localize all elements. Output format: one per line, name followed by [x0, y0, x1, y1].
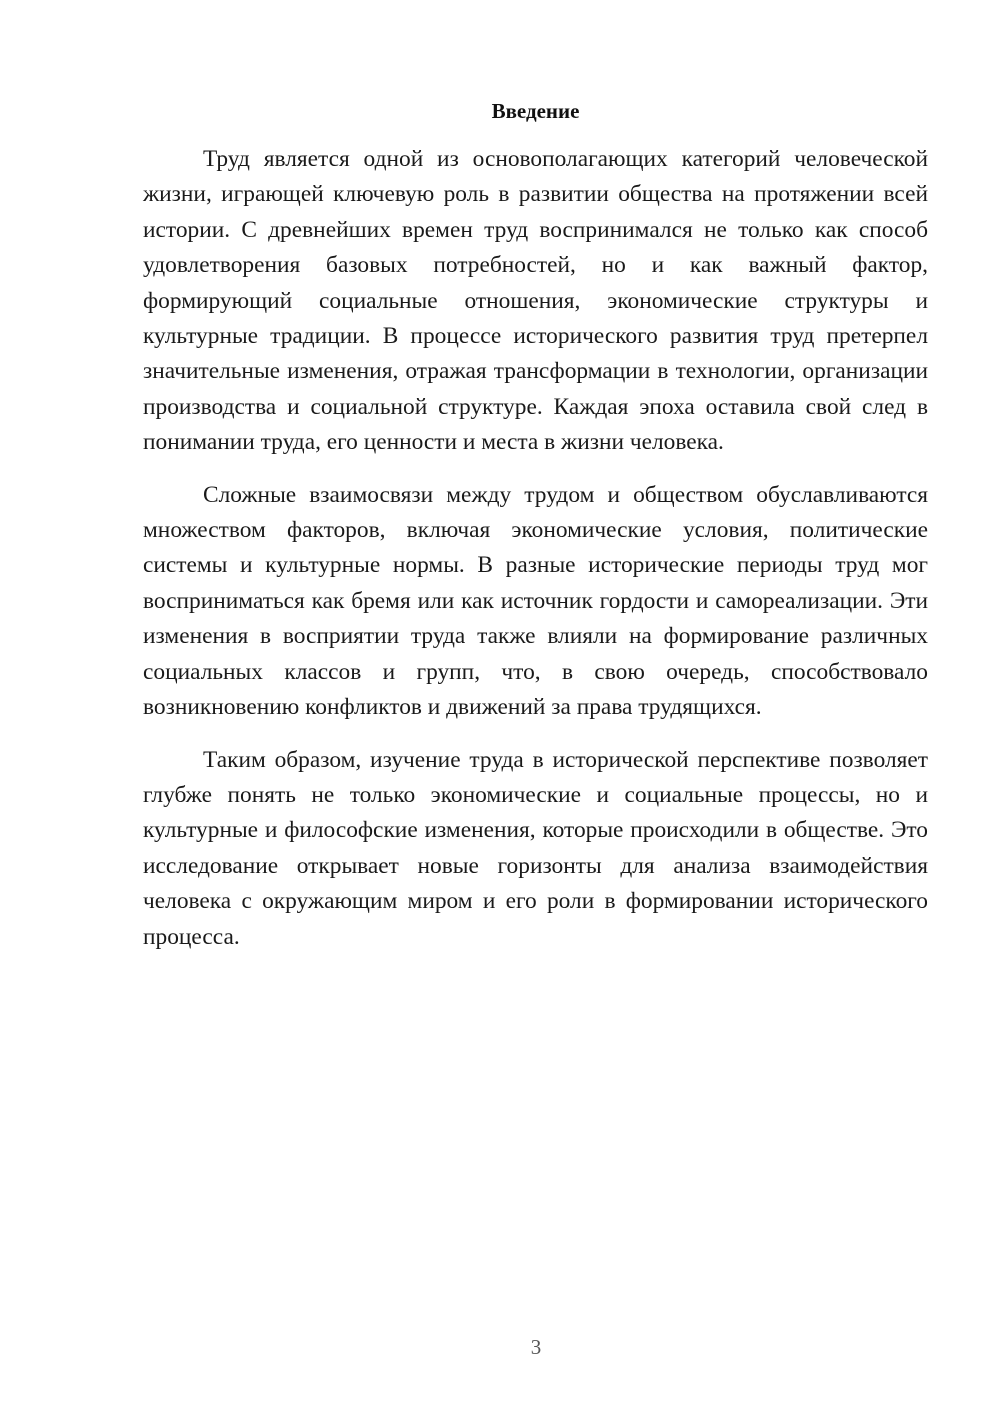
- body-text: [143, 142, 928, 972]
- paragraph-1: Труд является одной из основополагающих категорий человеческой жизни, играющей ключевую роль в развитии общества на протяжении всей истории. С древнейших времен труд воспринимался не только как способ удовлетворения базовых потребностей, но и как важный фактор, формирующий социальные отношения, экономические структуры и культурные традиции. В процессе исторического развития труд претерпел значительные изменения, отражая трансформации в технологии, организации производства и социальной структуре. Каждая эпоха оставила свой след в понимании труда, его ценности и места в жизни человека.: [143, 146, 928, 456]
- page-number: 3: [530, 1335, 542, 1359]
- paragraph-2: Сложные взаимосвязи между трудом и обществом обуславливаются множеством факторов, включая экономические условия, политические системы и культурные нормы. В разные исторические периоды труд мог восприниматься как бремя или как источник гордости и самореализации. Эти изменения в восприятии труда также влияли на формирование различных социальных классов и групп, что, в свою очередь, способствовало возникновению конфликтов и движений за права трудящихся.: [143, 481, 928, 721]
- section-heading: Введение: [491, 99, 580, 123]
- paragraph-3: Таким образом, изучение труда в исторической перспективе позволяет глубже понять не только экономические и социальные процессы, но и культурные и философские изменения, которые происходили в обществе. Это исследование открывает новые горизонты для анализа взаимодействия человека с окружающим миром и его роли в формировании исторического процесса.: [143, 746, 928, 950]
